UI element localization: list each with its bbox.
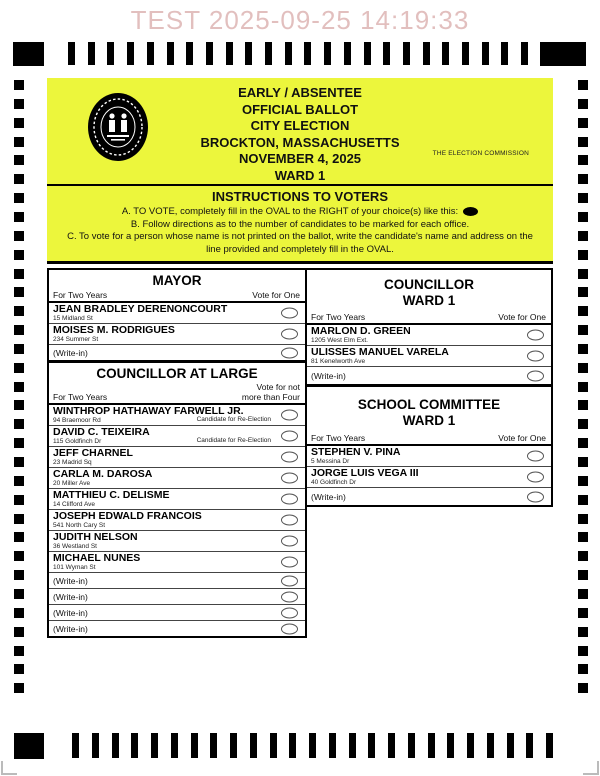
ballot-column-left	[47, 268, 307, 638]
ballot-title-line: WARD 1	[274, 167, 326, 183]
write-in-row[interactable]	[307, 367, 551, 384]
timing-mark	[14, 250, 24, 260]
candidate-row	[49, 510, 305, 531]
vote-oval[interactable]	[527, 451, 544, 462]
candidate-row	[307, 325, 551, 346]
corner-block-top-right	[540, 42, 586, 66]
test-watermark: TEST 2025-09-25 14:19:33	[130, 5, 470, 35]
candidate-row	[49, 405, 305, 426]
timing-mark	[578, 532, 588, 542]
vote-instruction-line: Vote for not	[256, 382, 300, 392]
candidate-name: WINTHROP HATHAWAY FARWELL JR.	[53, 405, 244, 417]
instructions-box	[47, 184, 553, 264]
timing-mark	[14, 231, 24, 241]
write-in-row[interactable]	[49, 605, 305, 621]
candidate-row	[49, 447, 305, 468]
contest-title-line: WARD 1	[402, 293, 456, 308]
timing-mark	[230, 733, 237, 758]
timing-mark	[14, 287, 24, 297]
vote-oval[interactable]	[281, 431, 298, 442]
timing-mark	[245, 42, 252, 65]
timing-mark	[364, 42, 371, 65]
timing-mark	[14, 608, 24, 618]
contest-title-line: SCHOOL COMMITTEE	[357, 397, 501, 412]
candidate-row	[307, 467, 551, 488]
timing-mark	[482, 42, 489, 65]
write-in-label: (Write-in)	[53, 607, 88, 618]
corner-cut-bottom-right	[583, 761, 599, 775]
timing-mark	[578, 495, 588, 505]
vote-oval[interactable]	[281, 329, 298, 340]
timing-mark	[14, 118, 24, 128]
candidate-name: STEPHEN V. PINA	[311, 446, 401, 458]
candidate-name: JORGE LUIS VEGA III	[311, 467, 419, 479]
timing-mark	[14, 589, 24, 599]
ballot-title-line: OFFICIAL BALLOT	[241, 101, 359, 117]
timing-mark	[578, 457, 588, 467]
timing-mark	[578, 570, 588, 580]
vote-oval[interactable]	[281, 591, 298, 602]
timing-mark	[151, 733, 158, 758]
candidate-row	[49, 303, 305, 324]
candidate-name: ULISSES MANUEL VARELA	[311, 346, 449, 358]
timing-mark	[578, 608, 588, 618]
timing-mark	[14, 382, 24, 392]
contest-title-line: MAYOR	[152, 273, 202, 288]
timing-mark	[578, 80, 588, 90]
timing-mark	[68, 42, 75, 65]
timing-mark	[14, 80, 24, 90]
ballot-title-line: CITY ELECTION	[250, 118, 350, 133]
candidate-address: 101 Wyman St	[53, 564, 96, 571]
timing-mark	[578, 99, 588, 109]
candidate-name: DAVID C. TEIXEIRA	[53, 426, 150, 438]
candidate-address: 15 Midland St	[53, 315, 93, 322]
vote-instruction-line: Vote for One	[498, 311, 546, 322]
candidate-note: Candidate for Re-Election	[196, 437, 271, 444]
timing-mark	[578, 476, 588, 486]
timing-mark	[578, 363, 588, 373]
timing-mark	[112, 733, 119, 758]
timing-mark	[14, 514, 24, 524]
candidate-address: 5 Messina Dr	[311, 458, 350, 465]
contest-mayor	[49, 270, 305, 360]
timing-mark	[578, 589, 588, 599]
contest-title	[307, 270, 551, 312]
write-in-row[interactable]	[49, 621, 305, 636]
timing-mark	[578, 118, 588, 128]
write-in-row[interactable]	[49, 589, 305, 605]
contest-title	[49, 270, 305, 290]
timing-mark	[423, 42, 430, 65]
timing-mark	[14, 400, 24, 410]
vote-instruction	[252, 291, 300, 301]
timing-mark	[14, 306, 24, 316]
timing-mark	[14, 646, 24, 656]
timing-mark	[578, 174, 588, 184]
timing-mark	[14, 269, 24, 279]
timing-mark	[546, 733, 553, 758]
timing-mark	[285, 42, 292, 65]
candidate-address: 1205 West Elm Ext.	[311, 337, 368, 344]
candidate-name: CARLA M. DAROSA	[53, 468, 153, 480]
vote-oval[interactable]	[281, 536, 298, 547]
vote-oval[interactable]	[281, 308, 298, 319]
timing-mark	[578, 419, 588, 429]
timing-mark	[14, 193, 24, 203]
candidate-address: 40 Goldfinch Dr	[311, 479, 357, 486]
ballot-column-right	[305, 268, 553, 507]
contest-title	[307, 387, 551, 433]
ballot-title-line: NOVEMBER 4, 2025	[238, 151, 362, 166]
vote-oval[interactable]	[281, 410, 298, 421]
corner-block-top-left	[13, 42, 44, 66]
candidate-address: 81 Kenelworth Ave	[311, 358, 366, 365]
write-in-label: (Write-in)	[311, 370, 346, 381]
candidate-address: 23 Madrid Sq	[53, 459, 92, 466]
instruction-line-c: C. To vote for a person whose name is not printed on the ballot, write the candidate's name and address on the line provided and completely fill in the OVAL.	[67, 231, 533, 255]
timing-mark	[324, 42, 331, 65]
candidate-note: Candidate for Re-Election	[196, 416, 271, 423]
candidate-name: MICHAEL NUNES	[53, 552, 141, 564]
timing-mark	[521, 42, 528, 65]
candidate-address: 14 Clifford Ave	[53, 501, 96, 508]
timing-mark	[14, 457, 24, 467]
write-in-label: (Write-in)	[53, 591, 88, 602]
timing-mark	[127, 42, 134, 65]
candidate-name: JEAN BRADLEY DERENONCOURT	[53, 303, 228, 315]
term-label: For Two Years	[53, 392, 108, 402]
timing-mark	[578, 155, 588, 165]
timing-mark	[368, 733, 375, 758]
timing-mark	[14, 344, 24, 354]
filled-oval-example-icon	[463, 207, 478, 216]
candidate-row	[49, 426, 305, 447]
corner-block-bottom-left	[14, 733, 44, 759]
timing-mark	[578, 137, 588, 147]
vote-oval[interactable]	[281, 347, 298, 358]
contest-councillor-ward-1	[307, 270, 551, 384]
vote-oval[interactable]	[281, 494, 298, 505]
contest-subheader	[307, 433, 551, 446]
timing-mark	[578, 231, 588, 241]
vote-instruction	[242, 383, 300, 402]
candidate-row	[49, 468, 305, 489]
vote-oval[interactable]	[281, 607, 298, 618]
instruction-line-a	[59, 206, 541, 219]
term-label: For Two Years	[311, 312, 366, 322]
timing-mark	[14, 664, 24, 674]
write-in-row[interactable]	[49, 345, 305, 360]
vote-instruction-line: Vote for One	[498, 432, 546, 443]
timing-mark	[14, 363, 24, 373]
timing-mark	[344, 42, 351, 65]
timing-mark	[578, 646, 588, 656]
vote-oval[interactable]	[527, 370, 544, 381]
vote-oval[interactable]	[527, 472, 544, 483]
timing-mark	[578, 344, 588, 354]
timing-mark	[578, 382, 588, 392]
candidate-name: JOSEPH EDWALD FRANCOIS	[53, 510, 202, 522]
timing-mark	[14, 532, 24, 542]
contest-subheader	[307, 312, 551, 325]
timing-mark	[14, 438, 24, 448]
ballot-header	[47, 78, 553, 184]
write-in-label: (Write-in)	[53, 575, 88, 586]
timing-mark	[578, 250, 588, 260]
contest-title-line: COUNCILLOR AT LARGE	[96, 366, 258, 381]
write-in-label: (Write-in)	[53, 347, 88, 358]
timing-mark	[408, 733, 415, 758]
timing-mark	[578, 400, 588, 410]
candidate-address: 94 Braemoor Rd	[53, 417, 101, 424]
contest-title	[49, 363, 305, 383]
timing-mark	[167, 42, 174, 65]
vote-instruction	[498, 434, 546, 444]
instruction-line-a-text: A. TO VOTE, completely fill in the OVAL to the RIGHT of your choice(s) like this:	[121, 206, 459, 217]
candidate-address: 541 North Cary St	[53, 522, 106, 529]
vote-oval[interactable]	[527, 330, 544, 341]
vote-instruction-line: more than Four	[241, 391, 300, 402]
timing-mark	[270, 733, 277, 758]
timing-mark	[403, 42, 410, 65]
timing-mark	[428, 733, 435, 758]
timing-mark	[147, 42, 154, 65]
timing-mark	[14, 137, 24, 147]
timing-mark	[578, 212, 588, 222]
timing-mark	[578, 438, 588, 448]
timing-mark	[507, 733, 514, 758]
timing-mark	[578, 683, 588, 693]
timing-mark	[578, 269, 588, 279]
vote-oval[interactable]	[281, 515, 298, 526]
contest-title-line: COUNCILLOR	[384, 277, 474, 292]
timing-mark	[14, 174, 24, 184]
timing-mark	[578, 193, 588, 203]
timing-mark	[578, 627, 588, 637]
vote-oval[interactable]	[527, 351, 544, 362]
vote-oval[interactable]	[281, 557, 298, 568]
timing-mark	[250, 733, 257, 758]
timing-mark	[186, 42, 193, 65]
timing-mark	[309, 733, 316, 758]
contest-title-line: WARD 1	[402, 413, 456, 428]
timing-mark	[578, 306, 588, 316]
timing-mark	[329, 733, 336, 758]
timing-mark	[526, 733, 533, 758]
timing-mark	[388, 733, 395, 758]
timing-mark	[14, 155, 24, 165]
vote-oval[interactable]	[527, 491, 544, 502]
instructions-title: INSTRUCTIONS TO VOTERS	[212, 189, 388, 204]
timing-mark	[226, 42, 233, 65]
vote-oval[interactable]	[281, 473, 298, 484]
candidate-name: JUDITH NELSON	[53, 531, 138, 543]
corner-cut-bottom-left	[1, 761, 17, 775]
contest-subheader	[49, 290, 305, 303]
candidate-address: 20 Miller Ave	[53, 480, 91, 487]
write-in-label: (Write-in)	[311, 491, 346, 502]
candidate-row	[307, 446, 551, 467]
term-label: For Two Years	[53, 290, 108, 300]
vote-instruction	[498, 313, 546, 323]
timing-mark	[578, 664, 588, 674]
contest-school-committee-ward-1	[307, 384, 551, 505]
timing-mark	[107, 42, 114, 65]
vote-oval[interactable]	[281, 623, 298, 634]
vote-instruction-line: Vote for One	[252, 289, 300, 300]
timing-mark	[289, 733, 296, 758]
timing-mark	[14, 495, 24, 505]
timing-mark	[14, 419, 24, 429]
timing-mark	[442, 42, 449, 65]
timing-mark	[349, 733, 356, 758]
write-in-row[interactable]	[307, 488, 551, 505]
timing-mark	[171, 733, 178, 758]
timing-mark	[14, 325, 24, 335]
candidate-row	[49, 531, 305, 552]
timing-mark	[14, 570, 24, 580]
ballot-title-line: BROCKTON, MASSACHUSETTS	[200, 134, 400, 150]
candidate-name: JEFF CHARNEL	[53, 447, 133, 459]
timing-mark	[14, 683, 24, 693]
timing-mark	[88, 42, 95, 65]
timing-mark	[206, 42, 213, 65]
candidate-row	[49, 489, 305, 510]
instruction-line-b: B. Follow directions as to the number of candidates to be marked for each office.	[130, 218, 470, 230]
timing-mark	[14, 99, 24, 109]
timing-mark	[462, 42, 469, 65]
term-label: For Two Years	[311, 433, 366, 443]
timing-mark	[14, 627, 24, 637]
candidate-row	[49, 324, 305, 345]
candidate-address: 36 Westland St	[53, 543, 97, 550]
election-commission-label: THE ELECTION COMMISSION	[432, 150, 529, 157]
timing-mark	[72, 733, 79, 758]
timing-mark	[304, 42, 311, 65]
ballot-title-line: EARLY / ABSENTEE	[238, 85, 362, 100]
timing-mark	[578, 514, 588, 524]
contest-councillor-at-large	[49, 360, 305, 636]
write-in-label: (Write-in)	[53, 623, 88, 634]
candidate-row	[49, 552, 305, 573]
write-in-row[interactable]	[49, 573, 305, 589]
vote-oval[interactable]	[281, 575, 298, 586]
candidate-address: 115 Goldfinch Dr	[53, 438, 102, 445]
timing-mark	[92, 733, 99, 758]
timing-mark	[210, 733, 217, 758]
timing-mark	[578, 325, 588, 335]
timing-mark	[14, 551, 24, 561]
timing-mark	[14, 476, 24, 486]
candidate-name: MARLON D. GREEN	[311, 325, 411, 337]
timing-mark	[14, 212, 24, 222]
timing-mark	[501, 42, 508, 65]
candidate-row	[307, 346, 551, 367]
timing-mark	[487, 733, 494, 758]
timing-mark	[578, 287, 588, 297]
timing-mark	[265, 42, 272, 65]
timing-mark	[447, 733, 454, 758]
candidate-address: 234 Summer St	[53, 336, 99, 343]
vote-oval[interactable]	[281, 452, 298, 463]
ballot-title-block	[47, 85, 553, 184]
timing-mark	[191, 733, 198, 758]
candidate-name: MATTHIEU C. DELISME	[53, 489, 170, 501]
timing-mark	[467, 733, 474, 758]
contest-subheader	[49, 383, 305, 405]
timing-mark	[131, 733, 138, 758]
timing-mark	[383, 42, 390, 65]
timing-mark	[578, 551, 588, 561]
candidate-name: MOISES M. RODRIGUES	[53, 324, 175, 336]
